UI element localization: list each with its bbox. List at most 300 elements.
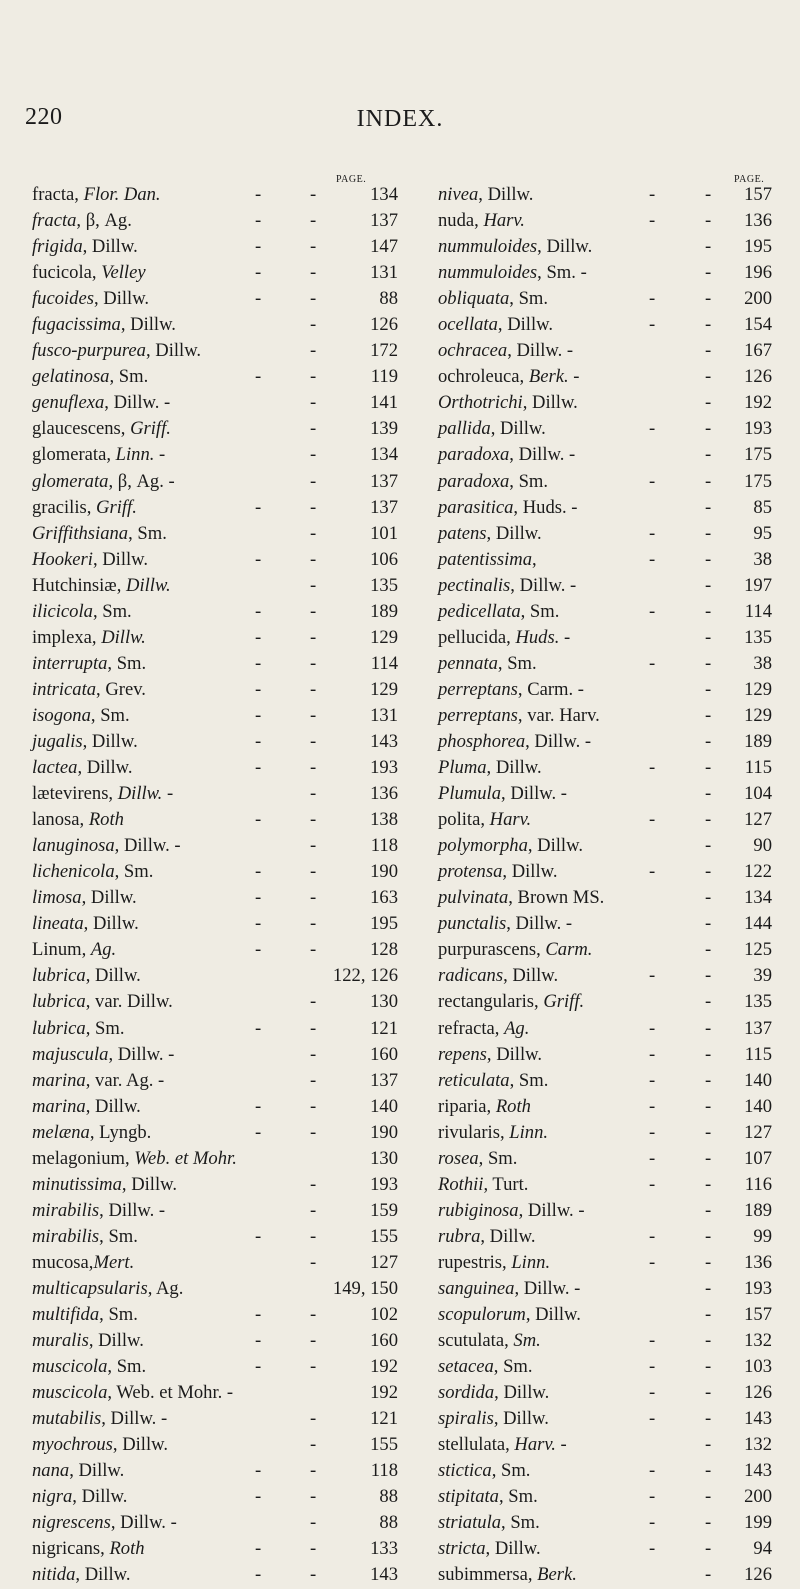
entry-name [438,1432,567,1458]
leader-dash: - [649,652,656,674]
entry-page: 130 [370,1147,398,1169]
entry-authority: , Dillw. - [501,783,567,805]
entry-term: patens [438,522,487,544]
entry-authority: , Sm. [520,600,560,622]
entry-page: 154 [744,314,772,336]
entry-page: 172 [370,340,398,362]
leader-dash: - [255,1121,262,1143]
entry-term: jugalis [32,730,83,752]
entry-authority: , Dillw. [502,861,558,883]
leader-dash: - [255,1095,262,1117]
entry-page: 115 [744,1043,772,1065]
leader-dash: - [649,1043,656,1065]
entry-authority: , Sm. [509,470,549,492]
entry-authority: Harv. [483,210,525,232]
index-entry [438,989,772,1015]
entry-term: purpurascens, [438,939,546,961]
entry-page: 129 [370,626,398,648]
entry-authority: Carm. [545,939,593,961]
entry-page: 127 [370,1251,398,1273]
entry-page: 129 [370,678,398,700]
entry-term: repens [438,1043,487,1065]
leader-dash: - [649,1225,656,1247]
entry-page: 149, 150 [332,1277,398,1299]
entry-term: Rothii [438,1173,484,1195]
entry-authority: Linn. [511,1251,551,1273]
index-entry [32,390,398,416]
entry-name [32,1276,183,1302]
leader-dash: - [705,1486,712,1508]
entry-page: 134 [744,887,772,909]
leader-dash: - [255,913,262,935]
leader-dash: - [649,1538,656,1560]
leader-dash: - [310,288,317,310]
leader-dash: - [705,1512,712,1534]
index-entry [438,625,772,651]
entry-term: scopulorum [438,1304,526,1326]
entry-name [438,729,591,755]
index-entry [438,1302,772,1328]
entry-page: 127 [744,809,772,831]
entry-name [438,833,583,859]
entry-authority: , Sm. [85,1017,125,1039]
entry-authority: , Dillw. - [110,1512,177,1534]
entry-name [32,1432,168,1458]
leader-dash: - [705,1069,712,1091]
entry-name [438,312,553,338]
entry-page: 88 [379,1512,398,1534]
entry-page: 190 [370,861,398,883]
index-entry [32,677,398,703]
entry-page: 121 [370,1017,398,1039]
entry-term: minutissima [32,1173,122,1195]
leader-dash: - [310,626,317,648]
entry-authority: Ag. [90,939,117,961]
entry-name [32,651,146,677]
index-column-right [438,182,772,1589]
leader-dash: - [705,1330,712,1352]
entry-authority: , Dillw. - [514,1277,581,1299]
entry-page: 193 [370,757,398,779]
leader-dash: - [705,314,712,336]
index-entry [32,547,398,573]
leader-dash: - [705,600,712,622]
entry-authority: , Sm. [478,1147,518,1169]
entry-authority: Roth [109,1538,145,1560]
entry-authority: , Dillw. [490,418,546,440]
leader-dash: - [705,1095,712,1117]
index-entry [438,286,772,312]
entry-term: pallida [438,418,491,440]
entry-name [32,1198,165,1224]
entry-name [32,989,173,1015]
index-entry [32,625,398,651]
entry-page: 119 [370,366,398,388]
entry-authority: , Turt. [483,1173,529,1195]
entry-trailing-dash: - [555,1434,567,1456]
entry-term: interrupta [32,652,108,674]
entry-term: lubrica [32,1017,86,1039]
entry-name [32,1536,145,1562]
entry-term: Linum, [32,939,91,961]
entry-term: multifida [32,1304,100,1326]
entry-name [32,755,133,781]
entry-authority: , Sm. [501,1512,540,1534]
leader-dash: - [310,418,317,440]
entry-term: stellulata, [438,1434,515,1456]
entry-page: 200 [744,288,772,310]
leader-dash: - [705,626,712,648]
entry-term: Plumula [438,783,502,805]
entry-name [438,1068,548,1094]
entry-name [32,547,148,573]
entry-authority: , Sm. [491,1460,531,1482]
entry-page: 193 [370,1173,398,1195]
entry-name [32,1250,134,1276]
entry-page: 134 [370,444,398,466]
index-entry [32,1276,398,1302]
leader-dash: - [310,887,317,909]
entry-authority: , Grev. [96,678,146,700]
entry-name [32,1562,130,1588]
entry-page: 102 [370,1304,398,1326]
entry-name [32,677,146,703]
index-entry [32,1484,398,1510]
entry-page: 130 [370,991,398,1013]
leader-dash: - [649,1173,656,1195]
entry-name [438,1250,550,1276]
entry-page: 137 [370,470,398,492]
entry-term: perreptans [438,704,518,726]
index-entry [438,781,772,807]
entry-authority: , [532,548,537,570]
entry-authority: , Sm. [99,1304,138,1326]
entry-authority: , Dillw. - [509,444,576,466]
entry-page: 136 [370,783,398,805]
leader-dash: - [310,314,317,336]
entry-name [438,599,559,625]
leader-dash: - [649,1486,656,1508]
leader-dash: - [649,1147,656,1169]
leader-dash: - [310,1199,317,1221]
entry-term: nigricans, [32,1538,110,1560]
entry-term: lætevirens, [32,783,118,805]
leader-dash: - [705,210,712,232]
index-entry [438,1562,772,1588]
left-page-column-label: PAGE. [336,174,367,185]
leader-dash: - [310,1069,317,1091]
entry-authority: , Dillw. [69,1460,125,1482]
entry-authority: Ag. [504,1017,530,1039]
leader-dash: - [255,730,262,752]
index-entry [438,312,772,338]
entry-authority: , Dillw. [75,1564,131,1586]
leader-dash: - [310,1356,317,1378]
entry-name [438,911,572,937]
entry-term: melæna [32,1121,90,1143]
entry-term: ochracea [438,340,508,362]
leader-dash: - [705,1408,712,1430]
entry-authority: , Dillw. - [114,835,181,857]
index-entry [32,234,398,260]
entry-term: Orthotrichi [438,392,523,414]
entry-name [438,781,567,807]
entry-name [438,1328,541,1354]
entry-authority: , Dillw. [112,1434,168,1456]
entry-name [438,1120,548,1146]
leader-dash: - [649,1121,656,1143]
entry-term: stictica [438,1460,492,1482]
entry-name [32,911,139,937]
entry-term: fucicola, [32,262,102,284]
index-entry [438,1510,772,1536]
index-entry [438,547,772,573]
leader-dash: - [705,366,712,388]
entry-name [438,364,579,390]
entry-term: fucoides [32,288,94,310]
index-entry [438,1224,772,1250]
entry-term: stipitata [438,1486,499,1508]
index-entry [438,573,772,599]
entry-authority: , Dillw. [525,1304,581,1326]
entry-name [32,234,138,260]
entry-name [32,963,141,989]
leader-dash: - [705,965,712,987]
leader-dash: - [649,1330,656,1352]
entry-term: radicans [438,965,504,987]
index-entry [32,651,398,677]
leader-dash: - [705,1017,712,1039]
entry-page: 135 [744,626,772,648]
leader-dash: - [310,861,317,883]
entry-term: perreptans [438,678,518,700]
entry-term: Hutchinsiæ, [32,574,127,596]
page-title: INDEX. [356,106,444,132]
entry-term: genuflexa [32,392,105,414]
entry-term: lubrica [32,965,86,987]
entry-authority: Roth [88,809,124,831]
entry-authority: , var. Dillw. [85,991,173,1013]
entry-name [438,989,584,1015]
leader-dash: - [705,1356,712,1378]
index-entry [438,807,772,833]
entry-term: refracta, [438,1017,505,1039]
entry-name [32,1042,174,1068]
entry-term: gracilis, [32,496,97,518]
entry-page: 140 [370,1095,398,1117]
entry-term: scutulata, [438,1330,514,1352]
leader-dash: - [705,887,712,909]
entry-term: obliquata [438,288,510,310]
entry-name [438,208,525,234]
entry-page: 160 [370,1043,398,1065]
entry-name [32,703,130,729]
index-entry [32,442,398,468]
leader-dash: - [255,887,262,909]
index-entry [32,521,398,547]
leader-dash: - [310,1251,317,1273]
entry-term: Hookeri [32,548,93,570]
entry-name [438,1536,541,1562]
leader-dash: - [705,1277,712,1299]
leader-dash: - [255,861,262,883]
entry-authority: , Dillw. - [104,392,171,414]
entry-authority: , Dillw. [120,314,176,336]
entry-name [438,495,577,521]
leader-dash: - [705,757,712,779]
index-entry [32,1302,398,1328]
leader-dash: - [255,757,262,779]
entry-page: 141 [370,392,398,414]
entry-page: 199 [744,1512,772,1534]
entry-name [438,703,600,729]
entry-page: 126 [744,1382,772,1404]
leader-dash: - [255,184,262,205]
entry-authority: Flor. Dan. [83,184,161,205]
entry-term: setacea [438,1356,494,1378]
entry-page: 90 [753,835,772,857]
leader-dash: - [649,1408,656,1430]
entry-authority: , Sm. [498,1486,538,1508]
entry-term: sanguinea [438,1277,515,1299]
entry-authority: , Dillw. [522,392,578,414]
leader-dash: - [310,783,317,805]
leader-dash: - [649,210,656,232]
index-entry [438,208,772,234]
index-entry [438,442,772,468]
index-entry [438,937,772,963]
entry-term: ocellata [438,314,498,336]
entry-page: 143 [744,1408,772,1430]
entry-term: glomerata, [32,444,116,466]
entry-term: ilicicola [32,600,93,622]
index-entry [32,469,398,495]
entry-authority: , Sm. [497,652,537,674]
entry-page: 195 [370,913,398,935]
leader-dash: - [649,418,656,440]
index-entry [438,234,772,260]
entry-authority: , Dillw. [88,1330,144,1352]
leader-dash: - [649,1512,656,1534]
entry-authority: , var. Ag. - [85,1069,165,1091]
entry-page: 101 [370,522,398,544]
entry-name [32,859,153,885]
entry-term: rupestris, [438,1251,512,1273]
entry-name [32,625,146,651]
leader-dash: - [705,678,712,700]
leader-dash: - [705,1173,712,1195]
entry-term: muscicola [32,1382,108,1404]
index-entry [438,469,772,495]
entry-authority: , Dillw. [77,757,133,779]
entry-term: punctalis [438,913,507,935]
entry-page: 128 [370,939,398,961]
entry-authority: , Sm. [90,704,130,726]
leader-dash: - [649,1017,656,1039]
leader-dash: - [310,939,317,961]
entry-term: polymorpha [438,835,528,857]
entry-page: 88 [379,288,398,310]
entry-term: lubrica [32,991,86,1013]
entry-authority: , Dillw. [82,236,138,258]
entry-name [32,1484,127,1510]
index-entry [438,911,772,937]
leader-dash: - [255,600,262,622]
entry-page: 129 [744,704,772,726]
entry-authority: , Dillw. [85,1095,141,1117]
leader-dash: - [705,522,712,544]
entry-term: paradoxa [438,444,510,466]
leader-dash: - [310,184,317,205]
entry-term: ochroleuca, [438,366,529,388]
entry-page: 99 [753,1225,772,1247]
entry-term: protensa [438,861,503,883]
index-entry [32,364,398,390]
entry-term: marina [32,1095,86,1117]
entry-page: 189 [370,600,398,622]
entry-name [438,677,584,703]
entry-authority: , Web. et Mohr. - [107,1382,234,1404]
leader-dash: - [310,809,317,831]
index-entry [32,781,398,807]
leader-dash: - [255,1304,262,1326]
index-entry [438,1250,772,1276]
leader-dash: - [705,1304,712,1326]
entry-page: 137 [370,496,398,518]
index-entry [438,859,772,885]
index-entry [438,755,772,781]
entry-term: isogona [32,704,91,726]
entry-page: 160 [370,1330,398,1352]
leader-dash: - [255,678,262,700]
entry-name [32,729,138,755]
index-entry [32,1224,398,1250]
index-entry [438,963,772,989]
leader-dash: - [705,809,712,831]
index-entry [32,755,398,781]
index-entry [438,1354,772,1380]
leader-dash: - [649,288,656,310]
entry-page: 143 [744,1460,772,1482]
index-entry [32,182,398,208]
entry-page: 135 [744,991,772,1013]
leader-dash: - [705,861,712,883]
entry-authority: , Dillw. [486,757,542,779]
entry-authority: , Dillw. [85,965,141,987]
entry-page: 104 [744,783,772,805]
leader-dash: - [705,262,712,284]
leader-dash: - [705,913,712,935]
entry-authority: , Ag. [147,1277,184,1299]
index-entry [438,1042,772,1068]
index-entry [438,1328,772,1354]
index-entry [32,1380,398,1406]
leader-dash: - [310,1173,317,1195]
entry-page: 137 [744,1017,772,1039]
leader-dash: - [310,392,317,414]
entry-page: 175 [744,470,772,492]
entry-name [32,286,149,312]
leader-dash: - [705,704,712,726]
entry-term: glomerata [32,470,109,492]
entry-term: nigra [32,1486,73,1508]
entry-authority: , Sm. [107,1356,147,1378]
leader-dash: - [310,470,317,492]
leader-dash: - [649,1356,656,1378]
leader-dash: - [705,548,712,570]
entry-name [32,1068,164,1094]
index-entry [438,729,772,755]
